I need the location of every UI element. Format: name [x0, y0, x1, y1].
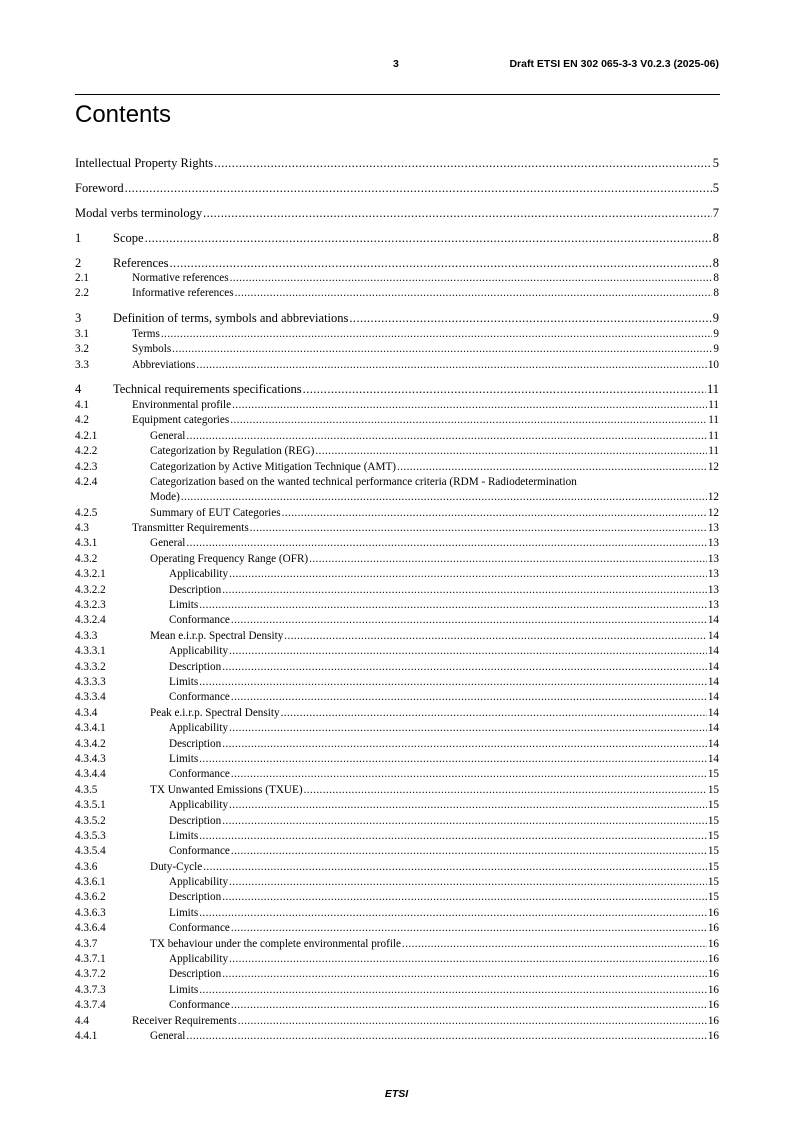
toc-entry-page: 15: [707, 799, 719, 812]
toc-entry-number: 4.3.3.3: [75, 675, 106, 688]
toc-entry-number: 4.2: [75, 414, 89, 427]
toc-entry-page: 14: [707, 752, 719, 765]
toc-entry[interactable]: [75, 783, 719, 798]
toc-entry-label: Scope: [113, 230, 144, 245]
toc-entry-label: TX behaviour under the complete environmental profile: [150, 937, 402, 950]
toc-dot-leader: [238, 1014, 707, 1029]
toc-entry-number: 4.3.7.4: [75, 999, 106, 1012]
toc-entry-page: 8: [712, 255, 719, 270]
toc-entry-page: 15: [707, 814, 719, 827]
toc-entry[interactable]: [75, 998, 719, 1013]
toc-entry-page: 16: [707, 1029, 719, 1042]
toc-entry-page: 12: [707, 506, 719, 519]
toc-dot-leader: [203, 860, 707, 875]
toc-entry-number: 4.3.4.1: [75, 722, 106, 735]
toc-dot-leader: [284, 629, 707, 644]
toc-entry-page: 8: [713, 272, 719, 284]
toc-entry-number: 4.3.2.1: [75, 568, 106, 581]
toc-entry[interactable]: [75, 890, 719, 905]
toc-entry-page: 14: [707, 629, 719, 642]
toc-entry-page: 8: [713, 287, 719, 300]
toc-entry-label: Limits: [169, 829, 199, 842]
toc-entry-number: 4: [75, 382, 82, 397]
toc-entry-page: 9: [713, 343, 719, 356]
toc-entry-label: Conformance: [169, 922, 230, 935]
toc-dot-leader: [235, 286, 713, 301]
toc-entry[interactable]: [75, 844, 719, 859]
toc-entry[interactable]: [75, 706, 719, 721]
toc-entry-number: 4.3.2.2: [75, 583, 106, 596]
toc-entry-page: 16: [707, 953, 719, 966]
toc-entry-page: 15: [707, 783, 719, 796]
toc-entry[interactable]: [75, 398, 719, 413]
toc-entry-page: 15: [707, 845, 719, 858]
page-title: Contents: [75, 101, 172, 128]
toc-entry-label: Operating Frequency Range (OFR): [150, 552, 309, 565]
toc-dot-leader: [199, 752, 707, 767]
toc-entry[interactable]: [75, 875, 719, 890]
toc-entry-page: 5: [712, 155, 719, 170]
toc-entry-number: 4.3.3.1: [75, 645, 106, 658]
toc-entry-number: 4.3.5: [75, 783, 98, 796]
toc-entry-label: Informative references: [132, 287, 234, 300]
toc-dot-leader: [199, 906, 707, 921]
toc-entry-label: Categorization based on the wanted technical performance criteria (RDM - Radiodetermination: [150, 475, 577, 488]
toc-entry-page: 10: [707, 358, 719, 371]
toc-entry-label: Applicability: [169, 568, 229, 581]
toc-dot-leader: [397, 460, 707, 475]
toc-dot-leader: [231, 767, 707, 782]
toc-entry[interactable]: [75, 567, 719, 582]
toc-dot-leader: [231, 921, 707, 936]
toc-entry-label: General: [150, 537, 186, 550]
toc-entry-label: Applicability: [169, 953, 229, 966]
toc-entry[interactable]: [75, 952, 719, 967]
toc-entry-number: 4.3.6: [75, 860, 98, 873]
toc-dot-leader: [281, 706, 707, 721]
toc-dot-leader: [203, 206, 712, 222]
toc-entry-page: 13: [707, 522, 719, 535]
toc-entry[interactable]: [75, 1029, 719, 1044]
toc-entry[interactable]: [75, 737, 719, 752]
toc-entry-label: Limits: [169, 675, 199, 688]
toc-entry-page: 13: [707, 599, 719, 612]
toc-dot-leader: [229, 952, 707, 967]
toc-entry-page: 14: [707, 645, 719, 658]
toc-entry-page: 15: [707, 768, 719, 781]
toc-dot-leader: [199, 598, 707, 613]
toc-entry-number: 3.1: [75, 327, 89, 340]
toc-entry-number: 4.3.7.3: [75, 983, 106, 996]
toc-entry-page: 11: [708, 445, 719, 458]
toc-entry[interactable]: [75, 721, 719, 736]
toc-entry-number: 3.2: [75, 343, 89, 356]
toc-entry[interactable]: [75, 460, 719, 475]
toc-entry-page: 14: [707, 737, 719, 750]
toc-dot-leader: [229, 567, 707, 582]
toc-entry-number: 4.1: [75, 398, 89, 411]
toc-entry-number: 4.3.3.2: [75, 660, 106, 673]
toc-entry-label: Description: [169, 891, 222, 904]
toc-entry-label: Limits: [169, 906, 199, 919]
toc-dot-leader: [186, 429, 707, 444]
toc-entry-continuation[interactable]: [75, 490, 719, 505]
toc-entry-label: Description: [169, 660, 222, 673]
toc-entry-page: 13: [707, 583, 719, 596]
toc-entry[interactable]: [75, 552, 719, 567]
toc-dot-leader: [222, 583, 707, 598]
toc-entry-label: Limits: [169, 599, 199, 612]
toc-entry-number: 4.4.1: [75, 1029, 98, 1042]
toc-entry-number: 3: [75, 311, 82, 326]
toc-entry-number: 4.3.1: [75, 537, 98, 550]
toc-entry[interactable]: [75, 382, 719, 398]
toc-entry-page: 7: [712, 205, 719, 220]
toc-entry-number: 4.2.4: [75, 475, 98, 488]
toc-entry-number: 4.3.2: [75, 552, 98, 565]
toc-entry-number: 1: [75, 230, 82, 245]
toc-dot-leader: [229, 875, 707, 890]
toc-entry-label: Duty-Cycle: [150, 860, 203, 873]
toc-entry-page: 16: [707, 999, 719, 1012]
toc-dot-leader: [222, 660, 707, 675]
toc-entry[interactable]: [75, 583, 719, 598]
toc-entry-label: Receiver Requirements: [132, 1014, 237, 1027]
toc-dot-leader: [172, 342, 712, 357]
toc-entry-label: Foreword: [75, 180, 124, 195]
toc-entry-number: 4.3.4.3: [75, 752, 106, 765]
toc-entry-label: TX Unwanted Emissions (TXUE): [150, 783, 303, 796]
toc-entry-number: 4.3.7.2: [75, 968, 106, 981]
toc-entry-page: 11: [708, 414, 719, 427]
toc-entry-number: 4.3.2.4: [75, 614, 106, 627]
toc-entry[interactable]: [75, 613, 719, 628]
toc-entry-label: Description: [169, 968, 222, 981]
toc-dot-leader: [232, 398, 707, 413]
toc-entry[interactable]: [75, 286, 719, 301]
toc-entry-number: 4.3.5.3: [75, 829, 106, 842]
toc-entry-label: Conformance: [169, 691, 230, 704]
toc-entry[interactable]: [75, 675, 719, 690]
toc-entry-page: 12: [707, 491, 719, 504]
document-title: Draft ETSI EN 302 065-3-3 V0.2.3 (2025-06): [509, 58, 719, 70]
toc-dot-leader: [282, 506, 707, 521]
toc-entry[interactable]: [75, 937, 719, 952]
toc-entry-page: 13: [707, 568, 719, 581]
toc-entry-page: 15: [707, 891, 719, 904]
toc-entry-number: 4.3.4.4: [75, 768, 106, 781]
toc-entry[interactable]: [75, 798, 719, 813]
toc-dot-leader: [186, 536, 706, 551]
toc-dot-leader: [250, 521, 707, 536]
toc-entry-label: Conformance: [169, 614, 230, 627]
toc-entry[interactable]: [75, 475, 719, 490]
toc-entry[interactable]: [75, 181, 719, 197]
toc-entry-label: Conformance: [169, 999, 230, 1012]
toc-dot-leader: [186, 1029, 706, 1044]
toc-dot-leader: [230, 271, 713, 286]
toc-entry-page: 14: [707, 722, 719, 735]
table-of-contents: [75, 146, 719, 1044]
toc-entry[interactable]: [75, 629, 719, 644]
toc-entry-number: 4.3: [75, 522, 89, 535]
toc-entry-number: 4.2.1: [75, 429, 98, 442]
toc-dot-leader: [222, 890, 707, 905]
toc-entry[interactable]: [75, 206, 719, 222]
toc-entry[interactable]: [75, 271, 719, 286]
toc-entry-number: 4.3.6.2: [75, 891, 106, 904]
toc-dot-leader: [170, 256, 712, 272]
toc-entry[interactable]: [75, 256, 719, 272]
toc-entry[interactable]: [75, 660, 719, 675]
toc-entry-number: 4.2.2: [75, 445, 98, 458]
toc-dot-leader: [231, 998, 707, 1013]
toc-entry-label: Terms: [132, 327, 160, 340]
toc-dot-leader: [222, 737, 707, 752]
toc-entry[interactable]: [75, 752, 719, 767]
toc-entry-label: Environmental profile: [132, 398, 232, 411]
toc-entry-page: 15: [707, 876, 719, 889]
toc-entry-label: General: [150, 1029, 186, 1042]
toc-entry-page: 9: [713, 327, 719, 340]
toc-entry-page: 11: [706, 382, 719, 397]
toc-entry-page: 12: [707, 460, 719, 473]
toc-entry-label: Normative references: [132, 272, 229, 284]
toc-entry-number: 4.3.6.3: [75, 906, 106, 919]
toc-entry-label: Applicability: [169, 876, 229, 889]
toc-entry-label: Technical requirements specifications: [113, 382, 302, 397]
toc-entry-label: Limits: [169, 752, 199, 765]
toc-entry[interactable]: [75, 506, 719, 521]
toc-entry-number: 4.3.7: [75, 937, 98, 950]
toc-entry[interactable]: [75, 536, 719, 551]
toc-entry-label: Applicability: [169, 799, 229, 812]
toc-entry-label: Description: [169, 583, 222, 596]
page-number: 3: [393, 58, 399, 70]
toc-entry-label: Peak e.i.r.p. Spectral Density: [150, 706, 280, 719]
toc-entry[interactable]: [75, 690, 719, 705]
toc-entry-page: 14: [707, 614, 719, 627]
toc-dot-leader: [125, 181, 712, 197]
toc-entry-page: 9: [712, 311, 719, 326]
toc-dot-leader: [145, 231, 712, 247]
toc-entry-number: 4.3.3: [75, 629, 98, 642]
toc-entry-label: Abbreviations: [132, 358, 196, 371]
toc-entry-page: 16: [707, 922, 719, 935]
toc-entry-page: 11: [708, 429, 719, 442]
toc-entry-label: Conformance: [169, 845, 230, 858]
toc-dot-leader: [349, 311, 711, 327]
header-rule: [75, 94, 720, 95]
toc-entry[interactable]: [75, 906, 719, 921]
toc-entry-label: Equipment categories: [132, 414, 230, 427]
toc-entry-label: Conformance: [169, 768, 230, 781]
toc-entry-page: 13: [707, 537, 719, 550]
toc-dot-leader: [199, 983, 707, 998]
toc-entry-page: 5: [712, 180, 719, 195]
toc-entry-label: Description: [169, 737, 222, 750]
toc-entry[interactable]: [75, 1014, 719, 1029]
toc-entry-label: Mode): [150, 491, 180, 504]
toc-entry[interactable]: [75, 983, 719, 998]
toc-entry-label: Transmitter Requirements: [132, 522, 249, 535]
toc-entry[interactable]: [75, 156, 719, 172]
toc-entry-label: Mean e.i.r.p. Spectral Density: [150, 629, 284, 642]
toc-entry[interactable]: [75, 921, 719, 936]
toc-entry-label: Applicability: [169, 722, 229, 735]
toc-entry-number: 4.3.5.4: [75, 845, 106, 858]
toc-entry-page: 14: [707, 660, 719, 673]
toc-dot-leader: [303, 382, 706, 398]
toc-entry-number: 4.3.4: [75, 706, 98, 719]
toc-entry[interactable]: [75, 814, 719, 829]
toc-entry-page: 16: [707, 906, 719, 919]
toc-entry[interactable]: [75, 860, 719, 875]
toc-entry-page: 14: [707, 691, 719, 704]
toc-entry-number: 4.3.5.1: [75, 799, 106, 812]
toc-dot-leader: [231, 844, 707, 859]
toc-entry-label: Summary of EUT Categories: [150, 506, 281, 519]
toc-entry-number: 4.3.4.2: [75, 737, 106, 750]
toc-entry[interactable]: [75, 231, 719, 247]
toc-entry-page: 14: [707, 706, 719, 719]
toc-entry-page: 16: [707, 937, 719, 950]
toc-entry-label: Intellectual Property Rights: [75, 155, 214, 170]
toc-entry-page: 14: [707, 675, 719, 688]
toc-entry-label: Categorization by Regulation (REG): [150, 445, 315, 458]
toc-entry-label: Limits: [169, 983, 199, 996]
toc-entry-label: Definition of terms, symbols and abbreviations: [113, 311, 349, 326]
toc-entry-number: 4.3.7.1: [75, 953, 106, 966]
toc-entry-page: 16: [707, 968, 719, 981]
toc-entry-number: 4.3.2.3: [75, 599, 106, 612]
toc-entry[interactable]: [75, 327, 719, 342]
toc-entry-number: 4.3.5.2: [75, 814, 106, 827]
toc-entry-page: 16: [707, 1014, 719, 1027]
toc-dot-leader: [402, 937, 707, 952]
toc-entry[interactable]: [75, 311, 719, 327]
toc-dot-leader: [231, 690, 707, 705]
toc-entry[interactable]: [75, 342, 719, 357]
toc-entry-page: 15: [707, 860, 719, 873]
toc-entry-number: 4.3.6.1: [75, 876, 106, 889]
page-footer: ETSI: [384, 1088, 409, 1100]
toc-entry[interactable]: [75, 829, 719, 844]
toc-dot-leader: [229, 721, 707, 736]
toc-entry-page: 8: [712, 230, 719, 245]
toc-entry[interactable]: [75, 967, 719, 982]
toc-entry-number: 4.3.6.4: [75, 922, 106, 935]
toc-dot-leader: [214, 156, 712, 172]
toc-entry-number: 2.1: [75, 272, 89, 284]
toc-dot-leader: [231, 613, 707, 628]
toc-dot-leader: [229, 798, 707, 813]
toc-entry-number: 4.3.3.4: [75, 691, 106, 704]
toc-entry-number: 2: [75, 255, 82, 270]
toc-entry-label: Description: [169, 814, 222, 827]
page-header: [75, 58, 719, 74]
toc-entry[interactable]: [75, 429, 719, 444]
toc-entry[interactable]: [75, 413, 719, 428]
toc-entry[interactable]: [75, 598, 719, 613]
toc-entry-label: Applicability: [169, 645, 229, 658]
toc-dot-leader: [229, 644, 707, 659]
toc-dot-leader: [196, 358, 706, 373]
toc-entry-label: General: [150, 429, 186, 442]
toc-dot-leader: [199, 675, 707, 690]
toc-entry-page: 16: [707, 983, 719, 996]
toc-entry[interactable]: [75, 358, 719, 373]
toc-entry[interactable]: [75, 767, 719, 782]
toc-dot-leader: [309, 552, 707, 567]
toc-entry[interactable]: [75, 444, 719, 459]
toc-dot-leader: [315, 444, 707, 459]
toc-entry-number: 4.4: [75, 1014, 89, 1027]
toc-entry-number: 4.2.5: [75, 506, 98, 519]
toc-entry[interactable]: [75, 521, 719, 536]
toc-dot-leader: [181, 490, 707, 505]
toc-entry-label: Symbols: [132, 343, 172, 356]
toc-entry-label: References: [113, 255, 169, 270]
toc-dot-leader: [222, 814, 707, 829]
toc-entry-number: 2.2: [75, 287, 89, 300]
toc-entry-number: 3.3: [75, 358, 89, 371]
toc-entry[interactable]: [75, 644, 719, 659]
toc-entry-page: 11: [708, 398, 719, 411]
toc-dot-leader: [230, 413, 707, 428]
toc-dot-leader: [199, 829, 707, 844]
toc-entry-label: Modal verbs terminology: [75, 205, 203, 220]
toc-dot-leader: [161, 327, 713, 342]
toc-entry-page: 13: [707, 552, 719, 565]
toc-entry-number: 4.2.3: [75, 460, 98, 473]
toc-entry-label: Categorization by Active Mitigation Technique (AMT): [150, 460, 397, 473]
toc-dot-leader: [222, 967, 707, 982]
toc-entry-page: 15: [707, 829, 719, 842]
toc-dot-leader: [304, 783, 707, 798]
